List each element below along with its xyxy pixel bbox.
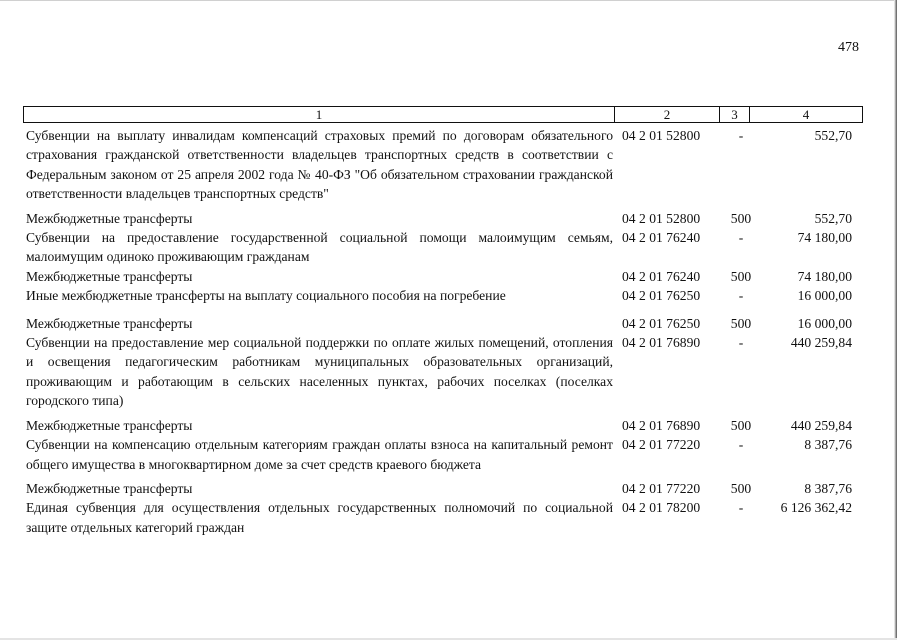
row-code: 04 2 01 77220 [622, 480, 701, 496]
row-expense-type: - [738, 230, 744, 246]
row-description: Субвенции на предоставление мер социальной поддержки по оплате жилых помещений, отопления и освещения педагогическим работникам муниципальных образовательных организаций, проживающим и работающим в сельских населенных пунктах, рабочих поселках (поселках городского типа) [26, 335, 613, 409]
row-code: 04 2 01 76240 [622, 268, 701, 284]
table-row [26, 126, 856, 204]
header-col-3: 3 [720, 107, 750, 122]
row-expense-type: - [738, 335, 744, 351]
table-row [26, 333, 856, 411]
row-expense-type: - [738, 500, 744, 516]
table-row [26, 479, 856, 498]
header-col-2: 2 [615, 107, 720, 122]
row-code: 04 2 01 52800 [622, 128, 701, 143]
row-expense-type: 500 [730, 210, 752, 226]
row-description: Межбюджетные трансферты [26, 268, 193, 284]
row-amount: 74 180,00 [797, 268, 852, 284]
row-expense-type: 500 [730, 480, 752, 496]
row-code: 04 2 01 76250 [622, 315, 701, 331]
scan-edge-top [0, 0, 897, 1]
row-code: 04 2 01 52800 [622, 210, 701, 226]
table-row [26, 209, 856, 228]
table-row [26, 498, 856, 537]
row-amount: 74 180,00 [797, 230, 852, 246]
row-amount: 440 259,84 [790, 335, 852, 351]
row-amount: 552,70 [814, 128, 852, 143]
table-body [26, 126, 856, 537]
row-code: 04 2 01 76250 [622, 288, 701, 304]
row-description: Субвенции на компенсацию отдельным категориям граждан оплаты взноса на капитальный ремонт общего имущества в многоквартирном доме за счет средств краевого бюджета [26, 437, 613, 472]
row-expense-type: 500 [730, 315, 752, 331]
row-amount: 552,70 [814, 210, 852, 226]
table-row [26, 435, 856, 474]
page-number: 478 [838, 40, 859, 55]
table-row [26, 228, 856, 267]
row-code: 04 2 01 76890 [622, 417, 701, 433]
row-description: Межбюджетные трансферты [26, 210, 193, 226]
row-code: 04 2 01 76240 [622, 230, 701, 246]
row-code: 04 2 01 77220 [622, 437, 701, 453]
row-expense-type: - [738, 437, 744, 453]
row-expense-type: - [738, 128, 744, 143]
row-amount: 440 259,84 [790, 417, 852, 433]
row-description: Субвенции на предоставление государственной социальной помощи малоимущим семьям, малоимущим одиноко проживающим гражданам [26, 230, 613, 265]
table-row [26, 286, 856, 305]
row-description: Межбюджетные трансферты [26, 417, 193, 433]
row-amount: 8 387,76 [804, 480, 852, 496]
row-description: Межбюджетные трансферты [26, 480, 193, 496]
row-amount: 16 000,00 [797, 315, 852, 331]
row-description: Иные межбюджетные трансферты на выплату социального пособия на погребение [26, 288, 506, 304]
row-code: 04 2 01 76890 [622, 335, 701, 351]
header-col-4: 4 [802, 107, 810, 122]
row-description: Единая субвенция для осуществления отдельных государственных полномочий по социальной защите отдельных категорий граждан [26, 500, 613, 535]
row-expense-type: 500 [730, 268, 752, 284]
row-amount: 6 126 362,42 [780, 500, 852, 516]
row-amount: 8 387,76 [804, 437, 852, 453]
row-expense-type: 500 [730, 417, 752, 433]
table-row [26, 267, 856, 286]
row-description: Субвенции на выплату инвалидам компенсаций страховых премий по договорам обязательного страхования гражданской ответственности владельцев транспортных средств в соответствии с Федеральным законом от 25 апреля 2002 года № 40-ФЗ "Об обязательном страховании гражданской ответственности владельцев транспортных средств" [26, 128, 613, 202]
row-expense-type: - [738, 288, 744, 304]
table-header [23, 106, 863, 123]
row-amount: 16 000,00 [797, 288, 852, 304]
table-row [26, 416, 856, 435]
header-col-1: 1 [24, 107, 615, 122]
row-code: 04 2 01 78200 [622, 500, 701, 516]
row-description: Межбюджетные трансферты [26, 315, 193, 331]
table-row [26, 314, 856, 333]
